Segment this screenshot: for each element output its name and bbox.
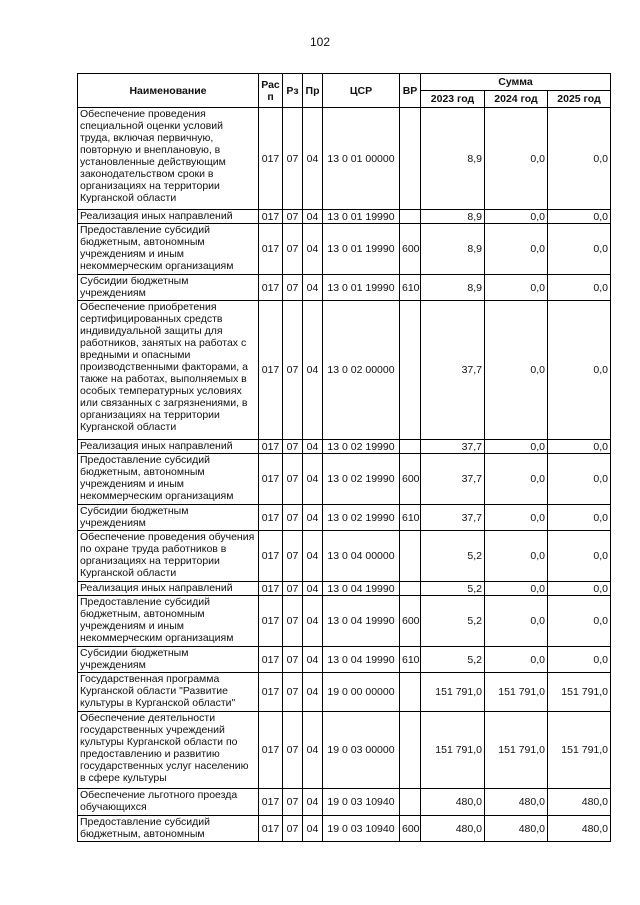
row-ras: 017 <box>259 596 283 647</box>
row-csr: 13 0 04 19990 <box>323 582 400 596</box>
table-row <box>78 301 611 440</box>
row-name: Реализация иных направлений <box>78 210 259 224</box>
row-pr: 04 <box>303 816 323 842</box>
row-csr: 13 0 02 19990 <box>323 505 400 531</box>
row-name: Реализация иных направлений <box>78 440 259 454</box>
table-row <box>78 454 611 505</box>
row-vr: 610 <box>400 647 421 673</box>
row-ras: 017 <box>259 108 283 210</box>
row-value-2024: 0,0 <box>485 224 548 275</box>
table-row <box>78 596 611 647</box>
row-ras: 017 <box>259 454 283 505</box>
row-value-2025: 0,0 <box>548 108 611 210</box>
row-value-2025: 0,0 <box>548 582 611 596</box>
row-name: Субсидии бюджетным учреждениям <box>78 275 259 301</box>
row-vr: 600 <box>400 454 421 505</box>
table-row <box>78 673 611 712</box>
row-value-2025: 0,0 <box>548 224 611 275</box>
row-pr: 04 <box>303 789 323 816</box>
table-row <box>78 440 611 454</box>
row-value-2023: 5,2 <box>421 582 485 596</box>
row-value-2024: 0,0 <box>485 531 548 582</box>
row-csr: 19 0 03 10940 <box>323 816 400 842</box>
row-value-2025: 0,0 <box>548 440 611 454</box>
row-vr <box>400 712 421 789</box>
row-csr: 13 0 02 19990 <box>323 440 400 454</box>
row-pr: 04 <box>303 647 323 673</box>
row-ras: 017 <box>259 673 283 712</box>
row-csr: 13 0 04 19990 <box>323 596 400 647</box>
row-ras: 017 <box>259 531 283 582</box>
row-rz: 07 <box>283 210 303 224</box>
row-vr: 610 <box>400 275 421 301</box>
row-rz: 07 <box>283 505 303 531</box>
row-pr: 04 <box>303 108 323 210</box>
row-rz: 07 <box>283 789 303 816</box>
row-pr: 04 <box>303 712 323 789</box>
row-value-2023: 37,7 <box>421 440 485 454</box>
row-pr: 04 <box>303 224 323 275</box>
row-value-2023: 480,0 <box>421 789 485 816</box>
row-name: Субсидии бюджетным учреждениям <box>78 505 259 531</box>
row-rz: 07 <box>283 582 303 596</box>
row-value-2024: 0,0 <box>485 275 548 301</box>
row-vr <box>400 531 421 582</box>
row-value-2025: 0,0 <box>548 596 611 647</box>
row-vr <box>400 108 421 210</box>
row-value-2023: 37,7 <box>421 454 485 505</box>
row-name: Реализация иных направлений <box>78 582 259 596</box>
row-csr: 13 0 04 19990 <box>323 647 400 673</box>
row-value-2025: 0,0 <box>548 647 611 673</box>
row-pr: 04 <box>303 440 323 454</box>
row-pr: 04 <box>303 673 323 712</box>
row-value-2023: 480,0 <box>421 816 485 842</box>
row-value-2024: 0,0 <box>485 440 548 454</box>
row-csr: 19 0 03 10940 <box>323 789 400 816</box>
row-rz: 07 <box>283 531 303 582</box>
row-pr: 04 <box>303 505 323 531</box>
row-name: Предоставление субсидий бюджетным, автономным учреждениям и иным некоммерческим организациям <box>78 224 259 275</box>
row-vr: 610 <box>400 505 421 531</box>
row-csr: 13 0 01 19990 <box>323 275 400 301</box>
row-value-2025: 0,0 <box>548 275 611 301</box>
row-ras: 017 <box>259 789 283 816</box>
row-value-2023: 151 791,0 <box>421 712 485 789</box>
row-pr: 04 <box>303 596 323 647</box>
row-value-2023: 5,2 <box>421 647 485 673</box>
row-ras: 017 <box>259 647 283 673</box>
row-rz: 07 <box>283 301 303 440</box>
row-value-2024: 151 791,0 <box>485 673 548 712</box>
row-rz: 07 <box>283 712 303 789</box>
table-row <box>78 712 611 789</box>
row-rz: 07 <box>283 647 303 673</box>
row-pr: 04 <box>303 582 323 596</box>
row-vr: 600 <box>400 596 421 647</box>
row-value-2024: 480,0 <box>485 789 548 816</box>
row-csr: 19 0 00 00000 <box>323 673 400 712</box>
row-value-2024: 0,0 <box>485 108 548 210</box>
row-value-2025: 151 791,0 <box>548 673 611 712</box>
row-value-2025: 0,0 <box>548 210 611 224</box>
row-value-2024: 480,0 <box>485 816 548 842</box>
header-name: Наименование <box>78 74 259 108</box>
row-value-2025: 0,0 <box>548 505 611 531</box>
row-value-2024: 0,0 <box>485 454 548 505</box>
row-value-2023: 37,7 <box>421 505 485 531</box>
row-value-2023: 8,9 <box>421 224 485 275</box>
table-row <box>78 224 611 275</box>
table-row <box>78 505 611 531</box>
row-ras: 017 <box>259 275 283 301</box>
row-rz: 07 <box>283 454 303 505</box>
header-pr: Пр <box>303 74 323 108</box>
row-pr: 04 <box>303 454 323 505</box>
row-vr <box>400 301 421 440</box>
row-value-2024: 0,0 <box>485 301 548 440</box>
row-value-2024: 0,0 <box>485 647 548 673</box>
row-pr: 04 <box>303 301 323 440</box>
row-value-2023: 8,9 <box>421 108 485 210</box>
row-csr: 13 0 01 19990 <box>323 210 400 224</box>
header-rz: Рз <box>283 74 303 108</box>
row-name: Субсидии бюджетным учреждениям <box>78 647 259 673</box>
header-csr: ЦСР <box>323 74 400 108</box>
row-value-2024: 151 791,0 <box>485 712 548 789</box>
row-rz: 07 <box>283 816 303 842</box>
row-csr: 13 0 01 19990 <box>323 224 400 275</box>
row-name: Предоставление субсидий бюджетным, автономным учреждениям и иным некоммерческим организациям <box>78 596 259 647</box>
row-csr: 13 0 02 19990 <box>323 454 400 505</box>
header-year-2025: 2025 год <box>548 91 611 108</box>
row-rz: 07 <box>283 596 303 647</box>
page-number: 102 <box>309 35 331 49</box>
header-year-2024: 2024 год <box>485 91 548 108</box>
row-value-2025: 151 791,0 <box>548 712 611 789</box>
header-sum: Сумма <box>421 74 611 91</box>
row-value-2025: 0,0 <box>548 454 611 505</box>
row-name: Предоставление субсидий бюджетным, автономным учреждениям и иным некоммерческим организациям <box>78 454 259 505</box>
row-csr: 13 0 02 00000 <box>323 301 400 440</box>
row-rz: 07 <box>283 224 303 275</box>
table-row <box>78 275 611 301</box>
row-value-2025: 0,0 <box>548 531 611 582</box>
row-rz: 07 <box>283 440 303 454</box>
row-ras: 017 <box>259 816 283 842</box>
row-ras: 017 <box>259 301 283 440</box>
row-vr <box>400 673 421 712</box>
row-name: Обеспечение проведения обучения по охране труда работников в организациях на территории Курганской области <box>78 531 259 582</box>
row-ras: 017 <box>259 440 283 454</box>
row-pr: 04 <box>303 531 323 582</box>
row-csr: 19 0 03 00000 <box>323 712 400 789</box>
row-value-2024: 0,0 <box>485 582 548 596</box>
row-pr: 04 <box>303 275 323 301</box>
row-value-2025: 480,0 <box>548 816 611 842</box>
row-value-2023: 151 791,0 <box>421 673 485 712</box>
table-row <box>78 582 611 596</box>
row-rz: 07 <box>283 673 303 712</box>
row-value-2023: 8,9 <box>421 275 485 301</box>
table-row <box>78 816 611 842</box>
row-vr <box>400 440 421 454</box>
row-value-2023: 5,2 <box>421 596 485 647</box>
table-row <box>78 647 611 673</box>
row-value-2024: 0,0 <box>485 505 548 531</box>
row-pr: 04 <box>303 210 323 224</box>
row-ras: 017 <box>259 712 283 789</box>
row-name: Обеспечение льготного проезда обучающихся <box>78 789 259 816</box>
row-value-2024: 0,0 <box>485 210 548 224</box>
row-csr: 13 0 04 00000 <box>323 531 400 582</box>
row-rz: 07 <box>283 275 303 301</box>
row-value-2023: 37,7 <box>421 301 485 440</box>
budget-table <box>77 73 611 842</box>
row-ras: 017 <box>259 505 283 531</box>
header-year-2023: 2023 год <box>421 91 485 108</box>
row-value-2024: 0,0 <box>485 596 548 647</box>
row-csr: 13 0 01 00000 <box>323 108 400 210</box>
row-vr: 600 <box>400 816 421 842</box>
row-name: Обеспечение проведения специальной оценки условий труда, включая первичную, повторную и внеплановую, в установленные действующим законодательством сроки в организациях на территории Курганской области <box>78 108 259 210</box>
row-name: Государственная программа Курганской области "Развитие культуры в Курганской области" <box>78 673 259 712</box>
row-vr <box>400 210 421 224</box>
table-row <box>78 108 611 210</box>
row-name: Предоставление субсидий бюджетным, автономным <box>78 816 259 842</box>
row-rz: 07 <box>283 108 303 210</box>
header-vr: ВР <box>400 74 421 108</box>
row-name: Обеспечение приобретения сертифицированных средств индивидуальной защиты для работников, занятых на работах с вредными и опасными производственными факторами, а также на работах, выполняемых в особых температурных условиях или связанных с загрязнениями, в организациях на территории Курганской области <box>78 301 259 440</box>
row-name: Обеспечение деятельности государственных учреждений культуры Курганской области по предоставлению и развитию государственных услуг населению в сфере культуры <box>78 712 259 789</box>
row-vr <box>400 789 421 816</box>
table-row <box>78 789 611 816</box>
row-value-2023: 8,9 <box>421 210 485 224</box>
row-vr: 600 <box>400 224 421 275</box>
row-value-2023: 5,2 <box>421 531 485 582</box>
table-row <box>78 210 611 224</box>
row-vr <box>400 582 421 596</box>
row-ras: 017 <box>259 224 283 275</box>
row-ras: 017 <box>259 210 283 224</box>
row-value-2025: 480,0 <box>548 789 611 816</box>
header-ras: Рас п <box>259 74 283 108</box>
row-ras: 017 <box>259 582 283 596</box>
table-row <box>78 531 611 582</box>
row-value-2025: 0,0 <box>548 301 611 440</box>
